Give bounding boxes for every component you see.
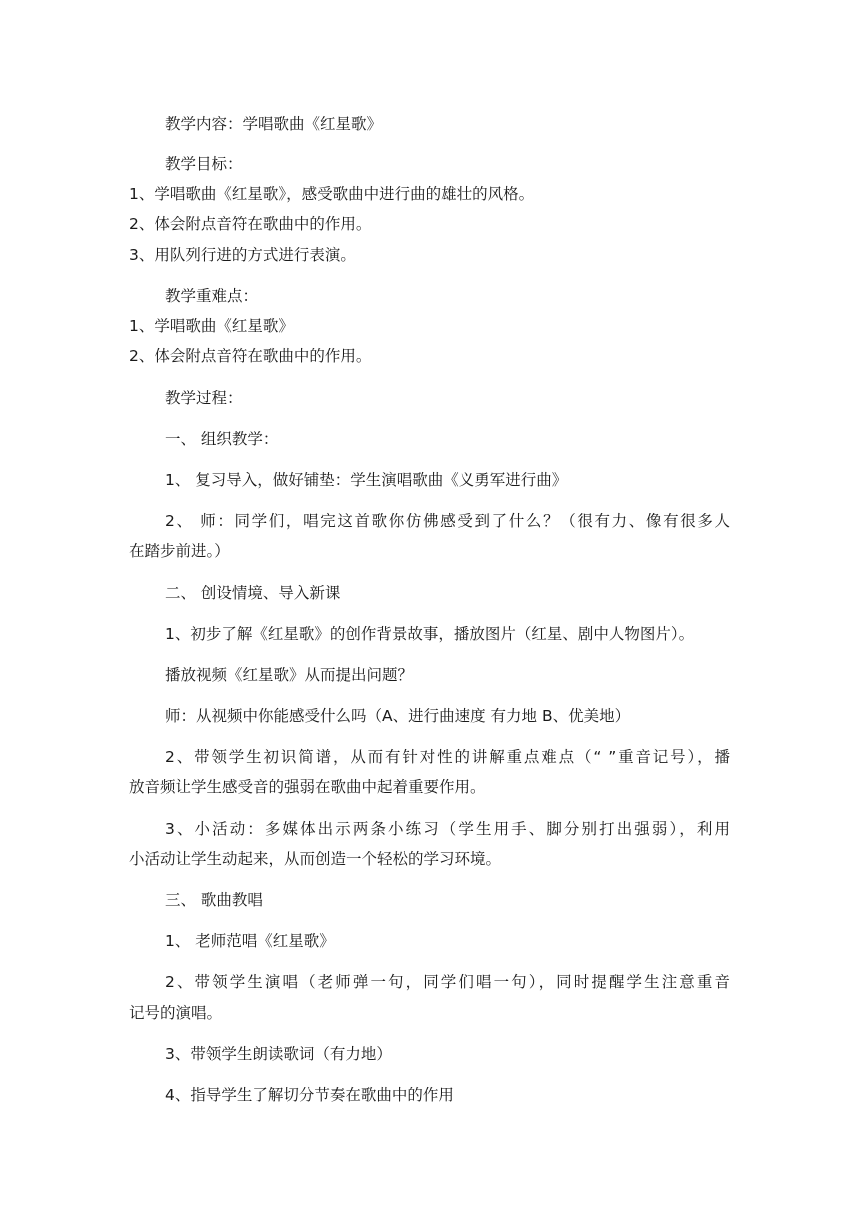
section-1-title: 一、 组织教学：	[165, 430, 279, 448]
section-1-paragraph-1: 1、 复习导入，做好铺垫：学生演唱歌曲《义勇军进行曲》	[165, 471, 568, 489]
section-3-paragraph-4: 4、指导学生了解切分节奏在歌曲中的作用	[165, 1086, 454, 1104]
section-1-paragraph-2-line-1: 2、 师：同学们，唱完这首歌你仿佛感受到了什么？（很有力、像有很多人	[165, 512, 730, 530]
section-3-paragraph-2-line-2: 记号的演唱。	[129, 1004, 223, 1022]
process-heading: 教学过程：	[165, 389, 243, 407]
section-2-paragraph-1: 1、初步了解《红星歌》的创作背景故事，播放图片（红星、剧中人物图片）。	[165, 625, 695, 643]
section-2-paragraph-5-line-1: 3、小活动：多媒体出示两条小练习（学生用手、脚分别打出强弱），利用	[165, 820, 730, 838]
section-3-title: 三、 歌曲教唱	[165, 891, 263, 909]
section-2-paragraph-5-line-2: 小活动让学生动起来，从而创造一个轻松的学习环境。	[129, 850, 502, 868]
section-2-paragraph-3: 师：从视频中你能感受什么吗（A、进行曲速度 有力地 B、优美地）	[165, 707, 631, 725]
section-2-paragraph-4-line-1: 2、带领学生初识简谱，从而有针对性的讲解重点难点（“ ”重音记号），播	[165, 748, 730, 766]
section-3-paragraph-3: 3、带领学生朗读歌词（有力地）	[165, 1045, 392, 1063]
objective-item-3: 3、用队列行进的方式进行表演。	[129, 246, 356, 264]
section-3-paragraph-2-line-1: 2、带领学生演唱（老师弹一句，同学们唱一句），同时提醒学生注意重音	[165, 973, 730, 991]
objective-item-1: 1、学唱歌曲《红星歌》，感受歌曲中进行曲的雄壮的风格。	[129, 185, 535, 203]
section-2-paragraph-2: 播放视频《红星歌》从而提出问题？	[165, 666, 414, 684]
key-points-heading: 教学重难点：	[165, 287, 259, 305]
section-1-paragraph-2-line-2: 在踏步前进。）	[129, 542, 230, 560]
objective-item-2: 2、体会附点音符在歌曲中的作用。	[129, 215, 372, 233]
content-title: 教学内容：学唱歌曲《红星歌》	[165, 115, 383, 133]
key-point-item-1: 1、学唱歌曲《红星歌》	[129, 317, 294, 335]
key-point-item-2: 2、体会附点音符在歌曲中的作用。	[129, 347, 372, 365]
section-2-title: 二、 创设情境、导入新课	[165, 584, 341, 602]
section-3-paragraph-1: 1、 老师范唱《红星歌》	[165, 932, 335, 950]
objectives-heading: 教学目标：	[165, 155, 243, 173]
section-2-paragraph-4-line-2: 放音频让学生感受音的强弱在歌曲中起着重要作用。	[129, 778, 486, 796]
